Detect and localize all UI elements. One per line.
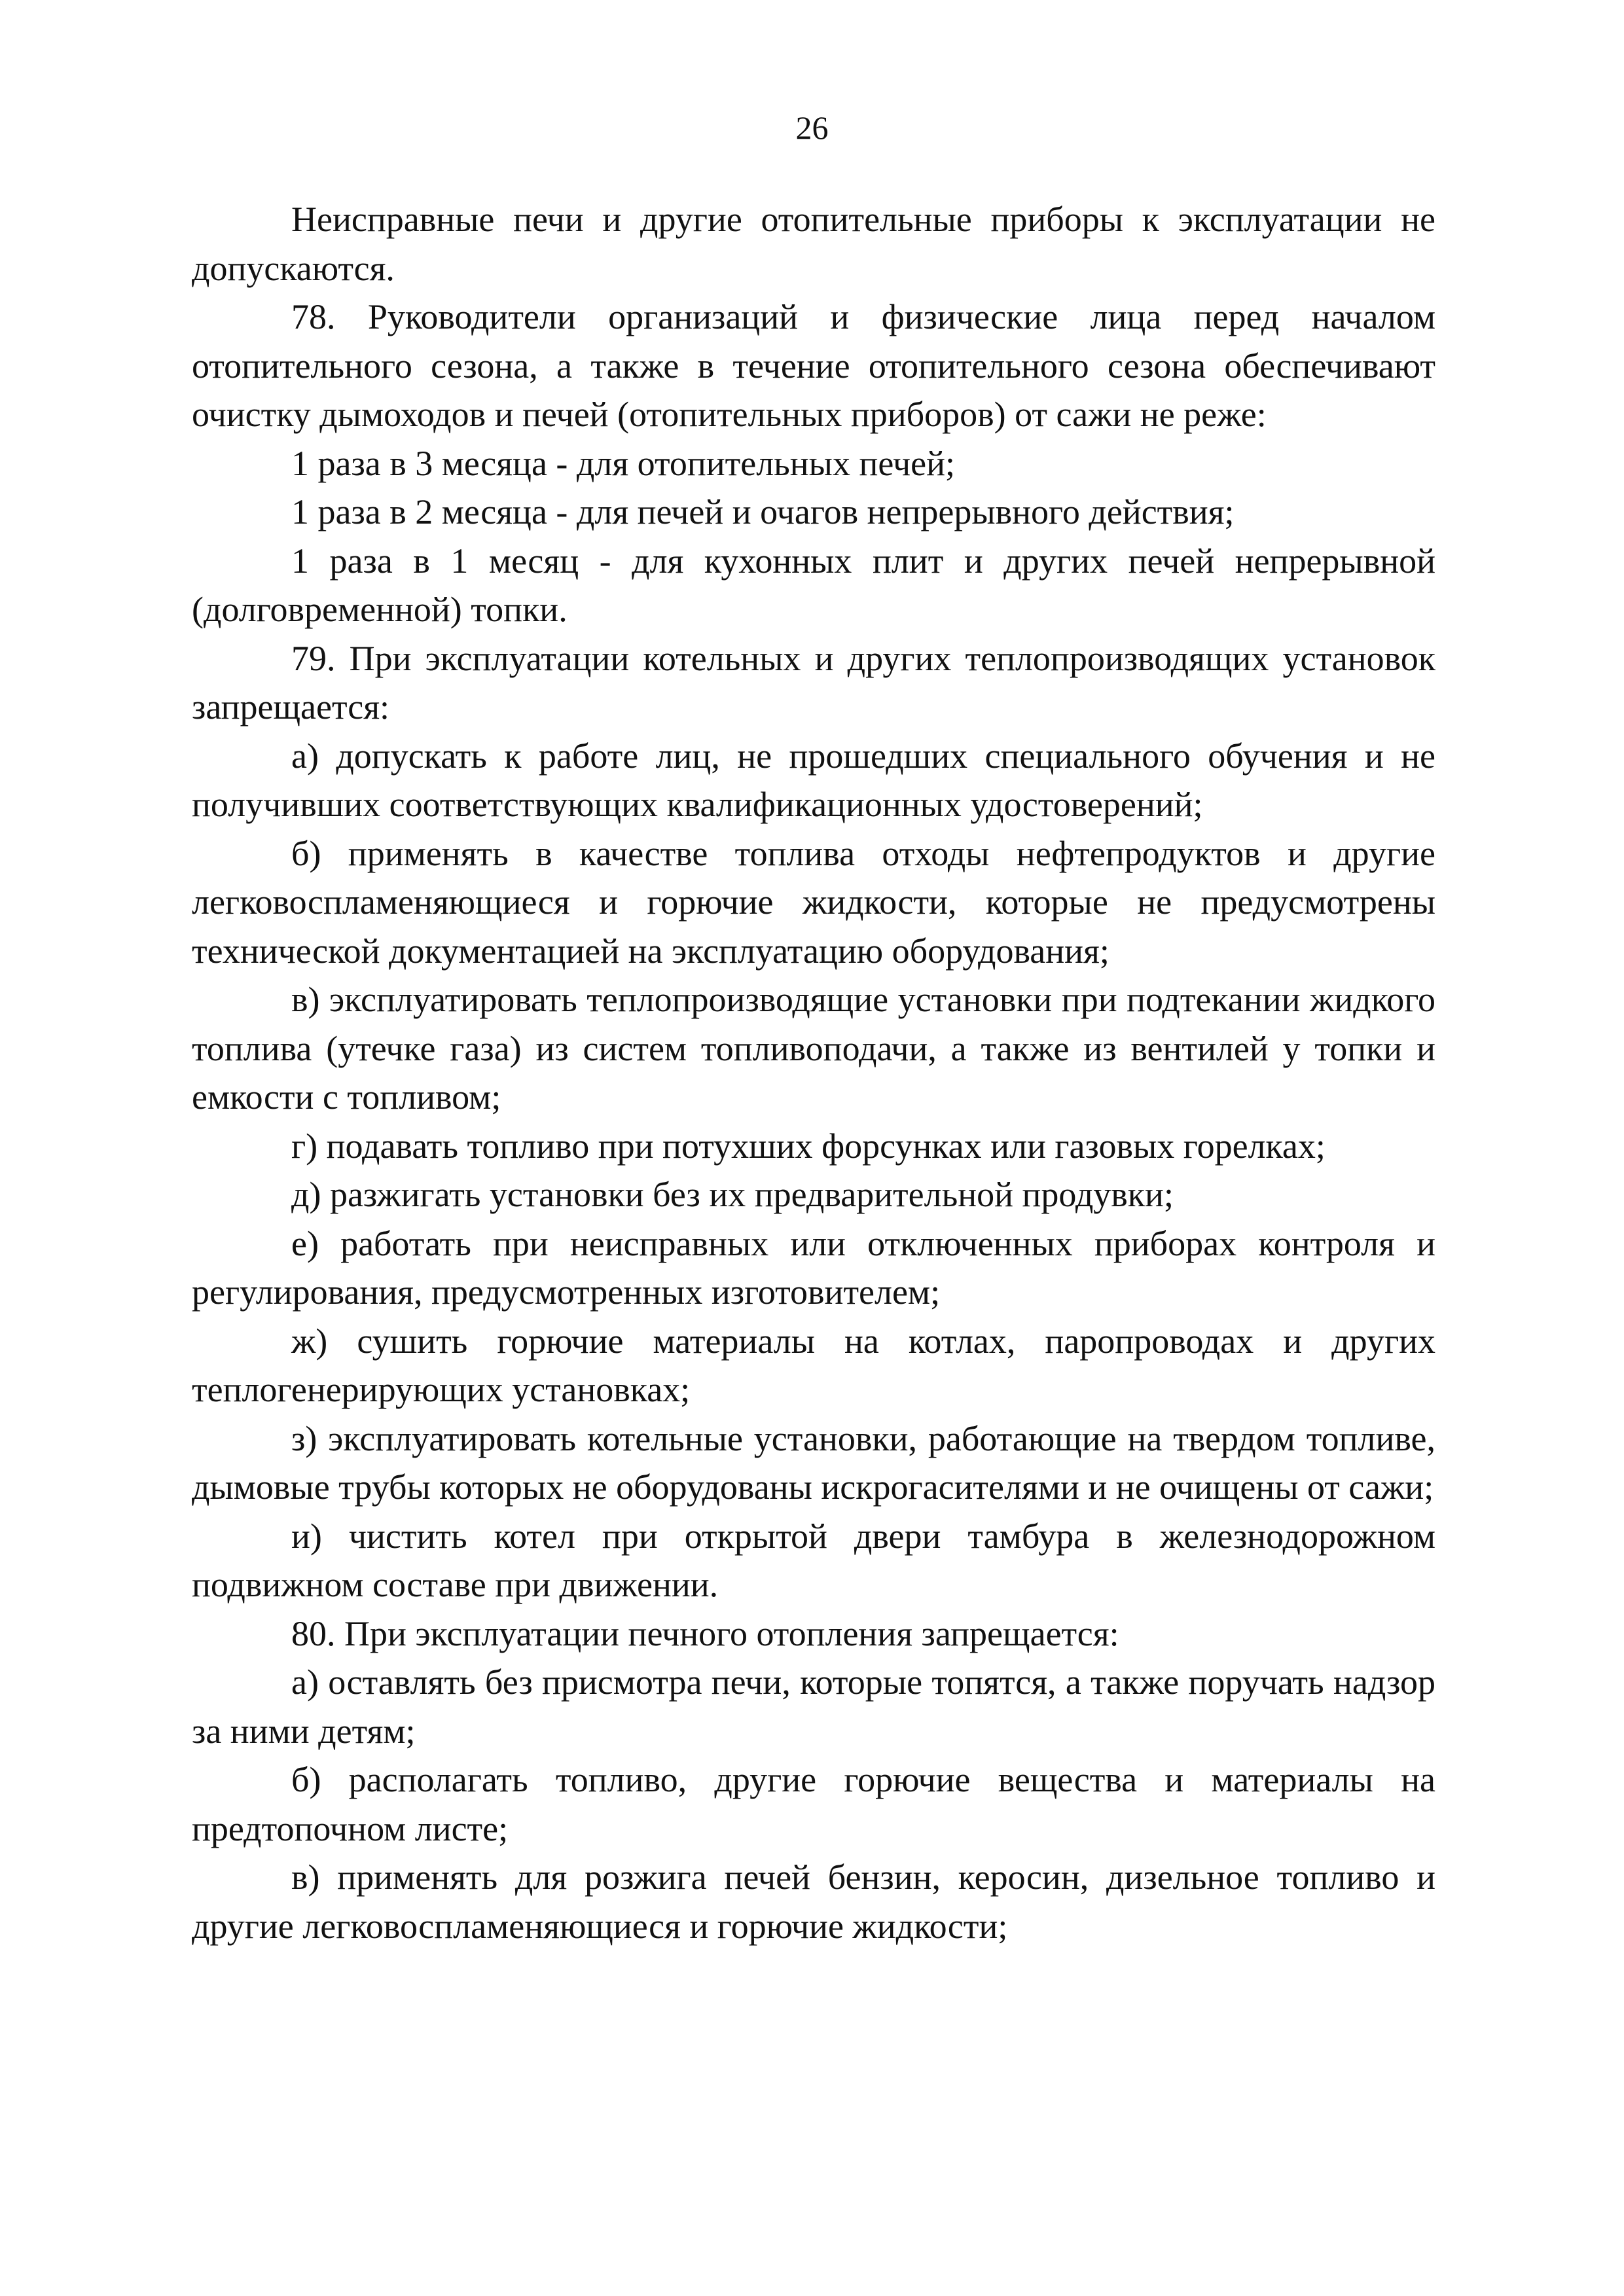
paragraph-79-item-b: б) применять в качестве топлива отходы нефтепродуктов и другие легковоспламеняющиеся и горючие жидкости, которые не предусмотрены технической документацией на эксплуатацию оборудования; [192, 833, 1435, 971]
paragraph-79-item-e: е) работать при неисправных или отключенных приборах контроля и регулирования, предусмотренных изготовителем; [192, 1223, 1435, 1312]
paragraph-79-item-i: и) чистить котел при открытой двери тамбура в железнодорожном подвижном составе при движении. [192, 1516, 1435, 1604]
page-number: 26 [795, 109, 829, 146]
paragraph-79-item-zh: ж) сушить горючие материалы на котлах, паропроводах и других теплогенерирующих установках; [192, 1321, 1435, 1409]
paragraph-intro: Неисправные печи и другие отопительные приборы к эксплуатации не допускаются. [192, 200, 1435, 288]
paragraph-79-item-z: з) эксплуатировать котельные установки, работающие на твердом топливе, дымовые трубы которых не оборудованы искрогасителями и не очищены от сажи; [192, 1418, 1435, 1507]
document-body [192, 195, 1435, 1950]
paragraph-79-item-d: д) разжигать установки без их предварительной продувки; [291, 1175, 1174, 1214]
paragraph-78-item-3: 1 раза в 1 месяц - для кухонных плит и других печей непрерывной (долговременной) топки. [192, 541, 1435, 629]
paragraph-80: 80. При эксплуатации печного отопления запрещается: [291, 1613, 1119, 1653]
paragraph-80-item-v: в) применять для розжига печей бензин, керосин, дизельное топливо и другие легковоспламеняющиеся и горючие жидкости; [192, 1857, 1435, 1946]
paragraph-79-item-a: а) допускать к работе лиц, не прошедших специального обучения и не получивших соответствующих квалификационных удостоверений; [192, 736, 1435, 824]
paragraph-79: 79. При эксплуатации котельных и других теплопроизводящих установок запрещается: [192, 638, 1435, 726]
paragraph-78-item-2: 1 раза в 2 месяца - для печей и очагов непрерывного действия; [291, 492, 1235, 531]
paragraph-78: 78. Руководители организаций и физические лица перед началом отопительного сезона, а также в течение отопительного сезона обеспечивают очистку дымоходов и печей (отопительных приборов) от сажи не реже: [192, 297, 1435, 434]
paragraph-80-item-b: б) располагать топливо, другие горючие вещества и материалы на предтопочном листе; [192, 1760, 1435, 1848]
paragraph-79-item-g: г) подавать топливо при потухших форсунках или газовых горелках; [291, 1126, 1326, 1166]
paragraph-79-item-v: в) эксплуатировать теплопроизводящие установки при подтекании жидкого топлива (утечке газа) из систем топливоподачи, а также из вентилей у топки и емкости с топливом; [192, 980, 1435, 1117]
paragraph-78-item-1: 1 раза в 3 месяца - для отопительных печей; [291, 443, 956, 483]
paragraph-80-item-a: а) оставлять без присмотра печи, которые топятся, а также поручать надзор за ними детям; [192, 1662, 1435, 1751]
